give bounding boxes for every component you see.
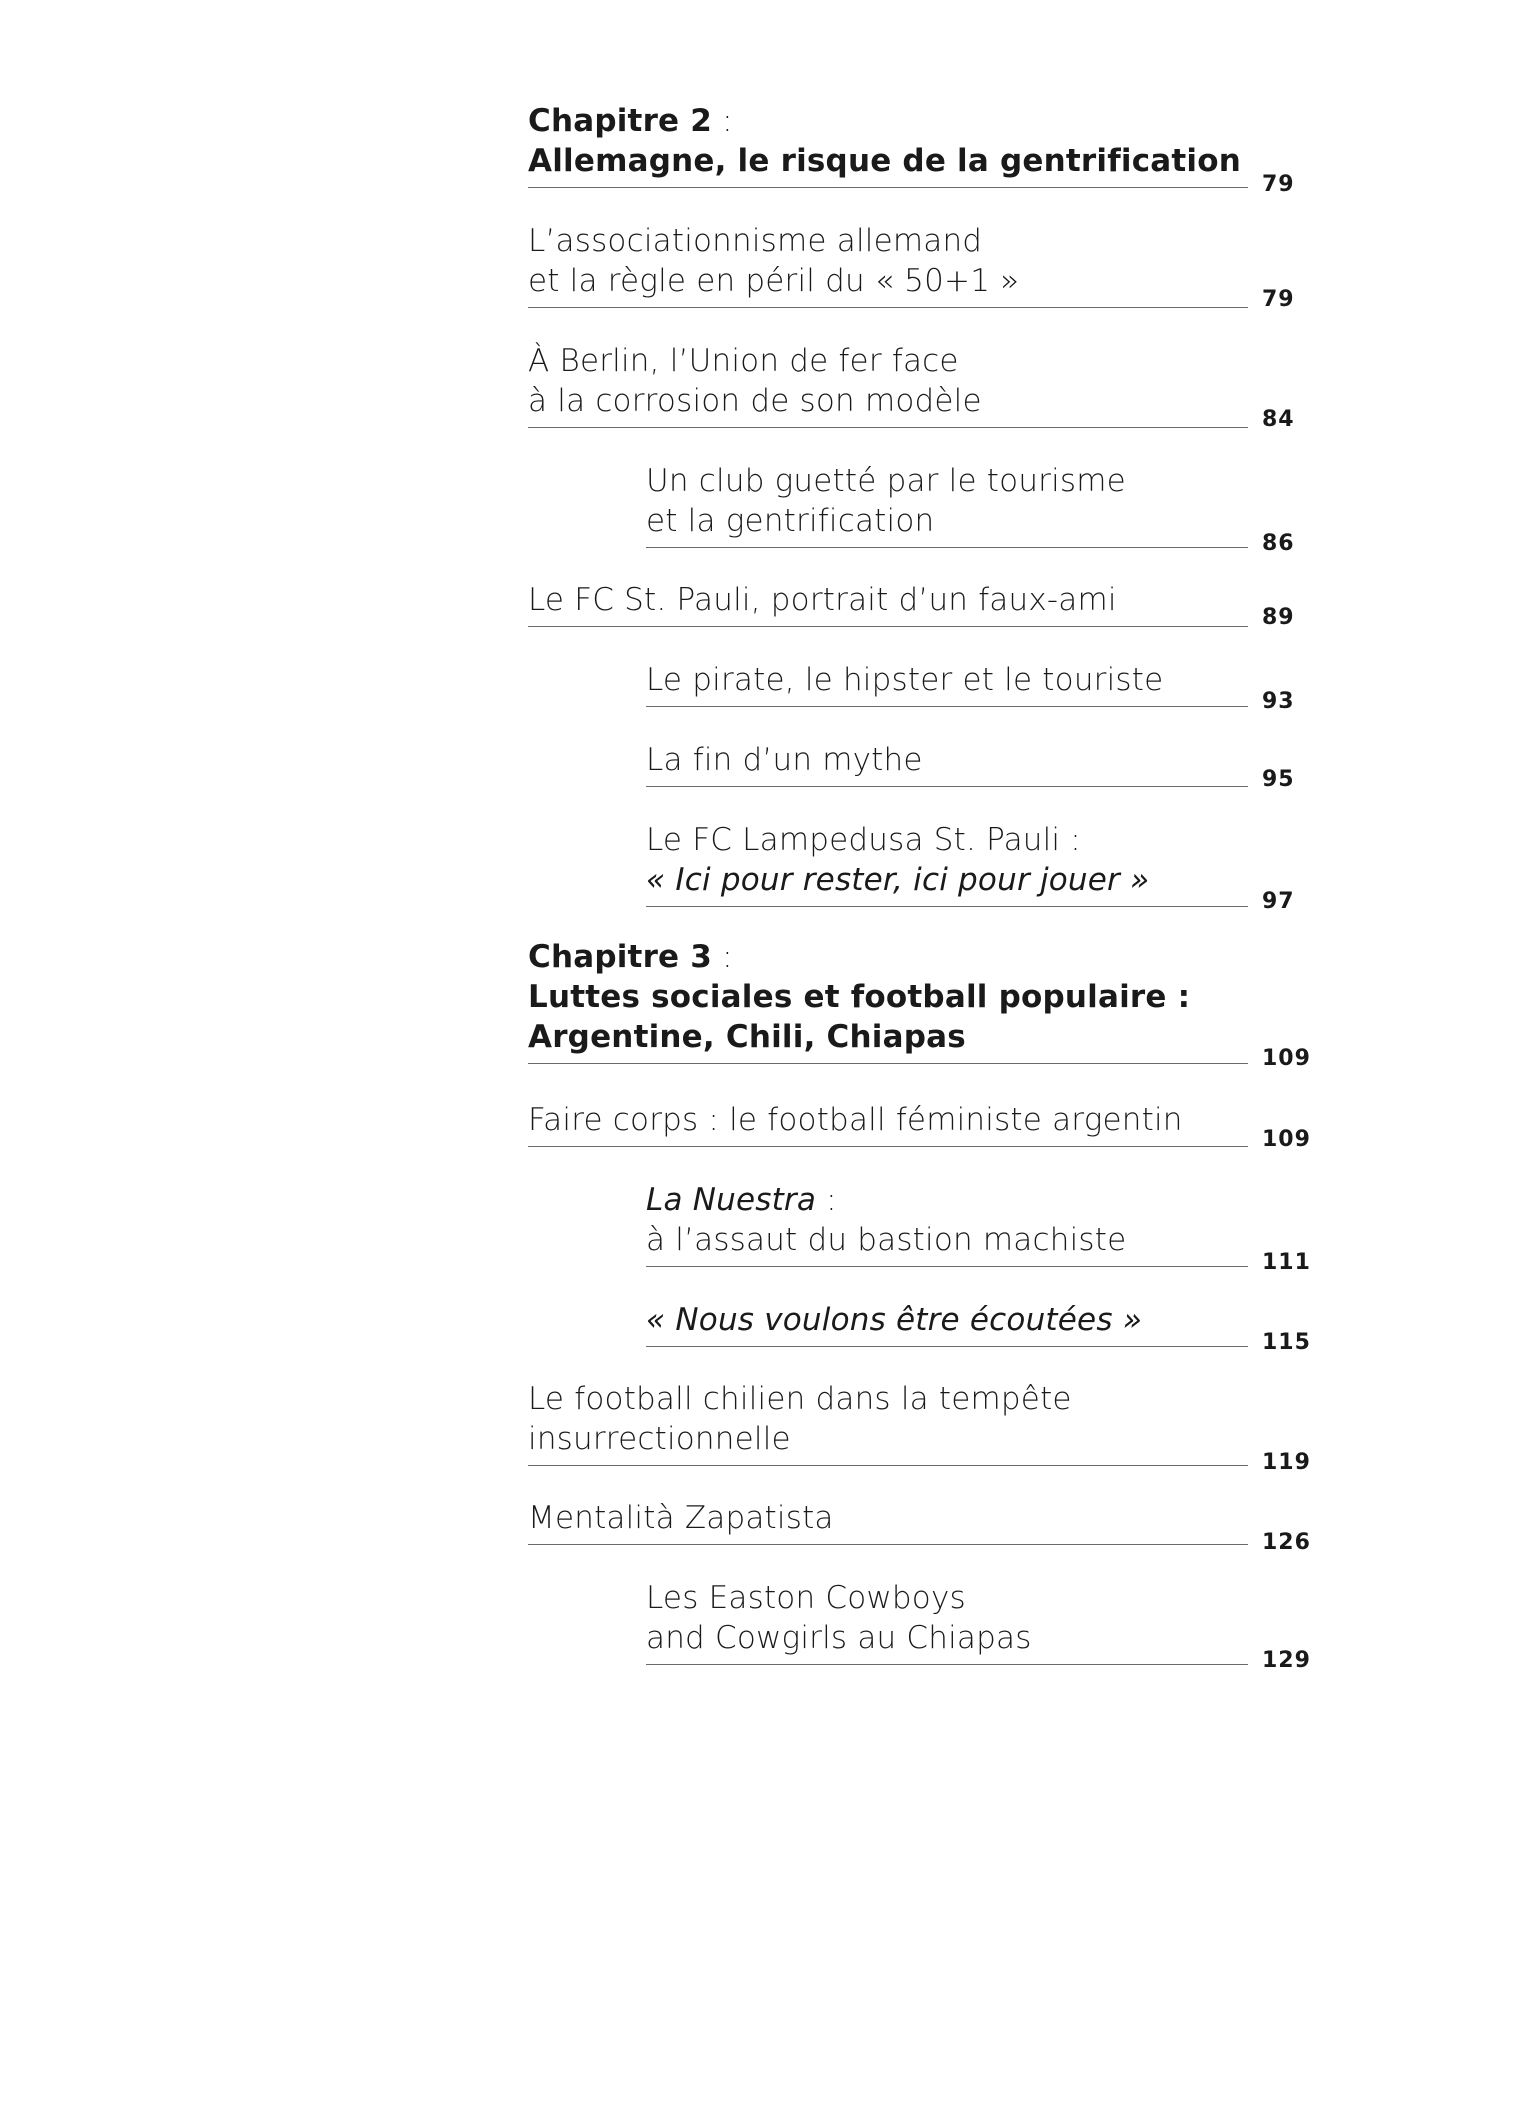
toc-section[interactable] xyxy=(528,580,1248,627)
toc-subsection[interactable] xyxy=(646,660,1248,707)
page-number: 111 xyxy=(1262,1250,1311,1275)
page-number: 109 xyxy=(1262,1046,1311,1071)
toc-section[interactable] xyxy=(528,1100,1248,1147)
toc-line-quote: « Nous voulons être écoutées » xyxy=(646,1302,1143,1338)
toc-line: et la gentrification xyxy=(646,503,935,539)
toc-line: Faire corps : le football féministe argentin xyxy=(528,1102,1183,1138)
toc-entry-title xyxy=(646,1578,1248,1665)
title-colon: : xyxy=(816,1182,837,1218)
page-number: 109 xyxy=(1262,1127,1311,1152)
chapter-title-line: Argentine, Chili, Chiapas xyxy=(528,1019,966,1055)
toc-line: À Berlin, l’Union de fer face xyxy=(528,343,959,379)
toc-line: Les Easton Cowboys xyxy=(646,1580,966,1616)
chapter-colon: : xyxy=(712,103,733,139)
toc-section[interactable] xyxy=(528,221,1248,308)
italic-title: La Nuestra xyxy=(646,1182,817,1218)
toc-section[interactable] xyxy=(528,1379,1248,1466)
toc-line: Mentalità Zapatista xyxy=(528,1500,834,1536)
toc-subsection[interactable] xyxy=(646,1300,1248,1347)
toc-line: Le pirate, le hipster et le touriste xyxy=(646,662,1164,698)
toc-section[interactable] xyxy=(528,1498,1248,1545)
toc-line: Le football chilien dans la tempête xyxy=(528,1381,1072,1417)
page-number: 79 xyxy=(1262,287,1295,312)
page-number: 97 xyxy=(1262,889,1295,914)
toc-chapter-3[interactable] xyxy=(528,937,1248,1064)
toc-line: L’associationnisme allemand xyxy=(528,223,983,259)
toc-entry-title xyxy=(646,1300,1248,1347)
toc-subsection[interactable] xyxy=(646,820,1248,907)
toc-entry-title xyxy=(646,461,1248,548)
toc-line: à la corrosion de son modèle xyxy=(528,383,982,419)
chapter-colon: : xyxy=(712,939,733,975)
page-number: 95 xyxy=(1262,767,1295,792)
page-number: 93 xyxy=(1262,689,1295,714)
toc-line: and Cowgirls au Chiapas xyxy=(646,1620,1032,1656)
toc-entry-title xyxy=(646,1180,1248,1267)
page-number: 79 xyxy=(1262,172,1295,197)
toc-subsection[interactable] xyxy=(646,1578,1248,1665)
page-number: 115 xyxy=(1262,1330,1311,1355)
toc-line: à l’assaut du bastion machiste xyxy=(646,1222,1127,1258)
toc-line xyxy=(646,1180,1248,1220)
page-number: 119 xyxy=(1262,1450,1311,1475)
toc-subsection[interactable] xyxy=(646,1180,1248,1267)
toc-entry-title xyxy=(528,221,1248,308)
toc-chapter-2[interactable] xyxy=(528,101,1248,188)
toc-line: et la règle en péril du « 50+1 » xyxy=(528,263,1020,299)
toc-line: La fin d’un mythe xyxy=(646,742,923,778)
toc-line: Le FC St. Pauli, portrait d’un faux-ami xyxy=(528,582,1117,618)
toc-entry-title xyxy=(646,740,1248,787)
toc-entry-title xyxy=(528,341,1248,428)
toc-section[interactable] xyxy=(528,341,1248,428)
chapter-number: Chapitre 2 xyxy=(528,103,713,139)
toc-entry-title xyxy=(528,1379,1248,1466)
page-number: 84 xyxy=(1262,407,1295,432)
toc-entry-title xyxy=(528,580,1248,627)
toc-entry-title xyxy=(528,1100,1248,1147)
chapter-heading xyxy=(528,101,1248,141)
chapter-number: Chapitre 3 xyxy=(528,939,713,975)
toc-line-quote: « Ici pour rester, ici pour jouer » xyxy=(646,862,1150,898)
toc-line: insurrectionnelle xyxy=(528,1421,791,1457)
chapter-heading xyxy=(528,937,1248,977)
chapter-title-line: Luttes sociales et football populaire : xyxy=(528,979,1191,1015)
toc-entry-title xyxy=(528,937,1248,1064)
toc-entry-title xyxy=(646,660,1248,707)
toc-line: Un club guetté par le tourisme xyxy=(646,463,1126,499)
page-number: 129 xyxy=(1262,1648,1311,1673)
toc-entry-title xyxy=(646,820,1248,907)
toc-subsection[interactable] xyxy=(646,740,1248,787)
toc-line: Le FC Lampedusa St. Pauli : xyxy=(646,822,1081,858)
toc-subsection[interactable] xyxy=(646,461,1248,548)
page-number: 126 xyxy=(1262,1530,1311,1555)
toc-entry-title xyxy=(528,1498,1248,1545)
page-number: 89 xyxy=(1262,605,1295,630)
page-number: 86 xyxy=(1262,531,1295,556)
toc-entry-title xyxy=(528,101,1248,188)
chapter-title-line: Allemagne, le risque de la gentrification xyxy=(528,143,1242,179)
